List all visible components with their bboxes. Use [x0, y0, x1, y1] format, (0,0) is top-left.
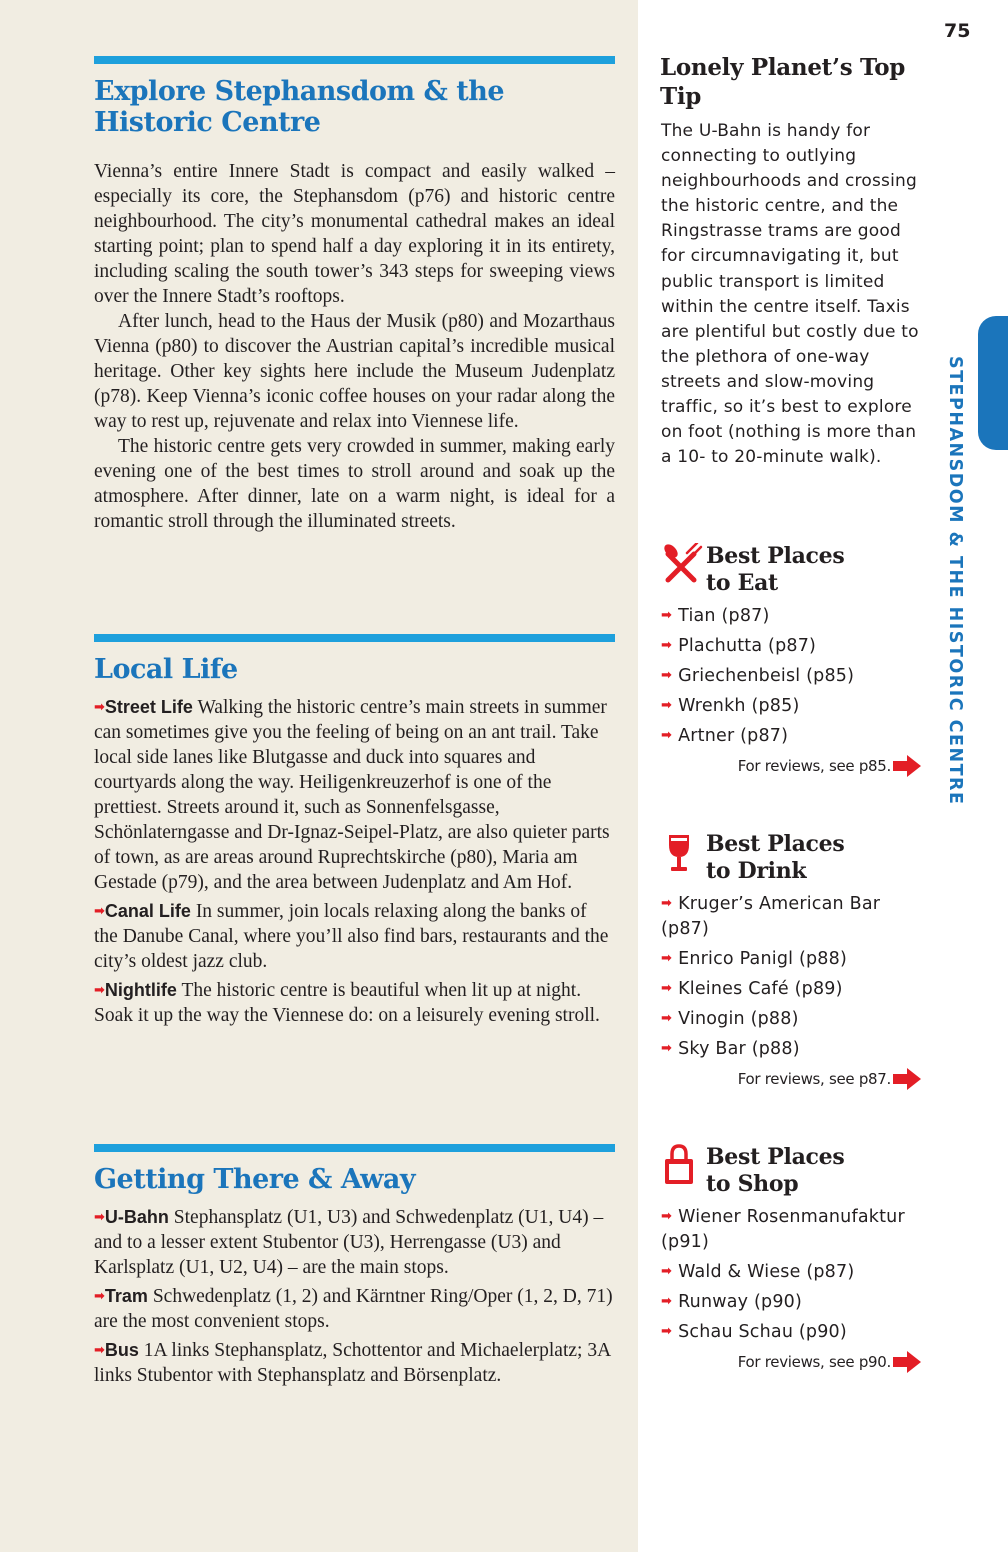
- bullet-arrow-icon: ➡: [661, 698, 673, 713]
- best-drink-block: [661, 831, 921, 1092]
- bullet-arrow-icon: ➡: [661, 1264, 673, 1279]
- list-item[interactable]: [661, 891, 921, 942]
- list-item[interactable]: [661, 1289, 921, 1315]
- local-life-body: [94, 695, 615, 1028]
- best-eat-list: [661, 603, 921, 749]
- section-rule: [94, 1144, 615, 1152]
- getting-there-entry: [94, 1284, 615, 1334]
- best-shop-block: [661, 1144, 921, 1375]
- bullet-arrow-icon: ➡: [661, 1011, 673, 1026]
- best-shop-header: [661, 1144, 921, 1204]
- local-life-title: Local Life: [94, 654, 238, 685]
- arrow-right-icon: [893, 1351, 921, 1373]
- best-drink-header: [661, 831, 921, 891]
- reviews-text: For reviews, see p90.: [737, 1353, 891, 1371]
- list-item[interactable]: [661, 663, 921, 689]
- bullet-arrow-icon: ➡: [94, 1343, 105, 1358]
- bullet-arrow-icon: ➡: [661, 1324, 673, 1339]
- local-life-entry: [94, 695, 615, 895]
- list-item-text: Kruger’s American Bar (p87): [661, 894, 881, 939]
- list-item[interactable]: [661, 693, 921, 719]
- local-life-section: [94, 634, 615, 1032]
- entry-label: U-Bahn: [104, 1207, 169, 1227]
- list-item-text: Runway (p90): [678, 1292, 803, 1312]
- getting-there-body: [94, 1205, 615, 1388]
- best-eat-block: [661, 543, 921, 779]
- entry-label: Canal Life: [104, 901, 191, 921]
- list-item-text: Vinogin (p88): [678, 1009, 799, 1029]
- entry-label: Street Life: [104, 697, 193, 717]
- arrow-right-icon: [893, 1068, 921, 1090]
- best-drink-list: [661, 891, 921, 1062]
- bullet-arrow-icon: ➡: [94, 1289, 105, 1304]
- bullet-arrow-icon: ➡: [661, 951, 673, 966]
- explore-body: [94, 159, 615, 534]
- entry-text: Stephansplatz (U1, U3) and Schwedenplatz (U1, U4) – and to a lesser extent Stubentor (U3), Herrengasse (U3) and Karlsplatz (U1, U2, U4) – are the main stops.: [94, 1207, 604, 1278]
- entry-text: 1A links Stephansplatz, Schottentor and Michaelerplatz; 3A links Stubentor with Stephansplatz and Börsenplatz.: [94, 1340, 611, 1386]
- local-life-entry: [94, 899, 615, 974]
- section-rule: [94, 56, 615, 64]
- list-item-text: Wald & Wiese (p87): [678, 1262, 855, 1282]
- list-item-text: Sky Bar (p88): [678, 1039, 800, 1059]
- bullet-arrow-icon: ➡: [94, 700, 105, 715]
- list-item[interactable]: [661, 1204, 921, 1255]
- list-item-text: Artner (p87): [678, 726, 789, 746]
- best-eat-reviews[interactable]: [661, 753, 921, 779]
- bullet-arrow-icon: ➡: [94, 983, 105, 998]
- bullet-arrow-icon: ➡: [661, 608, 673, 623]
- best-eat-header: [661, 543, 921, 603]
- top-tip-text: The U-Bahn is handy for connecting to outlying neighbourhoods and crossing the historic centre, and the Ringstrasse trams are good for circumnavigating it, but public transport is limited within the centre itself. Taxis are plentiful but costly due to the plethora of one-way streets and slow-moving traffic, so it’s best to explore on foot (nothing is more than a 10- to 20-minute walk).: [661, 121, 919, 468]
- explore-section: [94, 56, 615, 534]
- best-shop-list: [661, 1204, 921, 1345]
- list-item-text: Wiener Rosenmanufaktur (p91): [661, 1207, 905, 1252]
- getting-there-entry: [94, 1205, 615, 1280]
- best-shop-title-line: Best Places: [706, 1144, 845, 1170]
- entry-label: Nightlife: [104, 980, 177, 1000]
- getting-there-title: Getting There & Away: [94, 1164, 416, 1195]
- bullet-arrow-icon: ➡: [661, 668, 673, 683]
- list-item-text: Schau Schau (p90): [678, 1322, 847, 1342]
- bullet-arrow-icon: ➡: [661, 1294, 673, 1309]
- explore-paragraph: The historic centre gets very crowded in summer, making early evening one of the best times to stroll around and soak up the atmosphere. After dinner, late on a warm night, is ideal for a romantic stroll through the illuminated streets.: [94, 436, 615, 532]
- entry-text: The historic centre is beautiful when lit up at night. Soak it up the way the Viennese do: on a leisurely evening stroll.: [94, 980, 600, 1026]
- list-item-text: Griechenbeisl (p85): [678, 666, 855, 686]
- bullet-arrow-icon: ➡: [661, 1209, 673, 1224]
- eat-icon: [661, 543, 703, 585]
- entry-text: In summer, join locals relaxing along the banks of the Danube Canal, where you’ll also find bars, restaurants and the city’s oldest jazz club.: [94, 901, 609, 972]
- bullet-arrow-icon: ➡: [94, 904, 105, 919]
- best-drink-title-line: Best Places: [706, 831, 845, 857]
- bullet-arrow-icon: ➡: [661, 638, 673, 653]
- running-title: STEPHANSDOM & THE HISTORIC CENTRE: [945, 356, 965, 806]
- list-item-text: Enrico Panigl (p88): [678, 949, 847, 969]
- best-shop-reviews[interactable]: [661, 1349, 921, 1375]
- getting-there-section: [94, 1144, 615, 1392]
- bullet-arrow-icon: ➡: [661, 1041, 673, 1056]
- list-item[interactable]: [661, 1259, 921, 1285]
- best-shop-title: [706, 1144, 844, 1198]
- bullet-arrow-icon: ➡: [94, 1210, 105, 1225]
- list-item[interactable]: [661, 1319, 921, 1345]
- list-item[interactable]: [661, 603, 921, 629]
- local-life-entry: [94, 978, 615, 1028]
- reviews-text: For reviews, see p87.: [737, 1070, 891, 1088]
- entry-text: Schwedenplatz (1, 2) and Kärntner Ring/Oper (1, 2, D, 71) are the most convenient stops.: [94, 1286, 613, 1332]
- bullet-arrow-icon: ➡: [661, 896, 673, 911]
- list-item-text: Wrenkh (p85): [678, 696, 800, 716]
- list-item-text: Kleines Café (p89): [678, 979, 843, 999]
- explore-title: Explore Stephansdom & the Historic Centre: [94, 76, 505, 138]
- bullet-arrow-icon: ➡: [661, 981, 673, 996]
- best-eat-title: [706, 543, 844, 597]
- list-item[interactable]: [661, 723, 921, 749]
- best-eat-title-line: Best Places: [706, 543, 845, 569]
- shop-icon: [661, 1144, 703, 1186]
- list-item[interactable]: [661, 1036, 921, 1062]
- entry-text: Walking the historic centre’s main streets in summer can sometimes give you the feeling of being on an ant trail. Take local side lanes like Blutgasse and duck into squares and courtyards along the way. Heiligenkreuzerhof is one of the prettiest. Streets around it, such as Sonnenfelsgasse, Schönlaterngasse and Dr-Ignaz-Seipel-Platz, are also quieter parts of town, as are areas around Ruprechtskirche (p80), Maria am Gestade (p79), and the area between Judenplatz and Am Hof.: [94, 697, 610, 893]
- chapter-tab: [978, 316, 1008, 450]
- bullet-arrow-icon: ➡: [661, 728, 673, 743]
- page-number: 75: [944, 20, 971, 42]
- list-item-text: Tian (p87): [678, 606, 770, 626]
- list-item[interactable]: [661, 633, 921, 659]
- list-item[interactable]: [661, 1006, 921, 1032]
- best-drink-title-line: to Drink: [706, 858, 807, 884]
- list-item[interactable]: [661, 946, 921, 972]
- entry-label: Bus: [104, 1340, 139, 1360]
- best-drink-title: [706, 831, 844, 885]
- explore-paragraph: After lunch, head to the Haus der Musik (p80) and Mozarthaus Vienna (p80) to discover the Austrian capital’s incredible musical heritage. Other key sights here include the Museum Judenplatz (p78). Keep Vienna’s iconic coffee houses on your radar along the way to rest up, rejuvenate and relax into Viennese life.: [94, 311, 615, 432]
- explore-paragraph: Vienna’s entire Innere Stadt is compact and easily walked – especially its core, the Stephansdom (p76) and historic centre neighbourhood. The city’s monumental cathedral makes an ideal starting point; plan to spend half a day exploring it in its entirety, including scaling the south tower’s 343 steps for sweeping views over the Innere Stadt’s rooftops.: [94, 161, 615, 307]
- list-item[interactable]: [661, 976, 921, 1002]
- drink-icon: [661, 831, 703, 873]
- getting-there-entry: [94, 1338, 615, 1388]
- reviews-text: For reviews, see p85.: [737, 757, 891, 775]
- best-shop-title-line: to Shop: [706, 1171, 799, 1197]
- top-tip-title: Lonely Planet’s Top Tip: [660, 54, 906, 110]
- best-drink-reviews[interactable]: [661, 1066, 921, 1092]
- arrow-right-icon: [893, 755, 921, 777]
- list-item-text: Plachutta (p87): [678, 636, 817, 656]
- section-rule: [94, 634, 615, 642]
- best-eat-title-line: to Eat: [706, 570, 778, 596]
- entry-label: Tram: [104, 1286, 148, 1306]
